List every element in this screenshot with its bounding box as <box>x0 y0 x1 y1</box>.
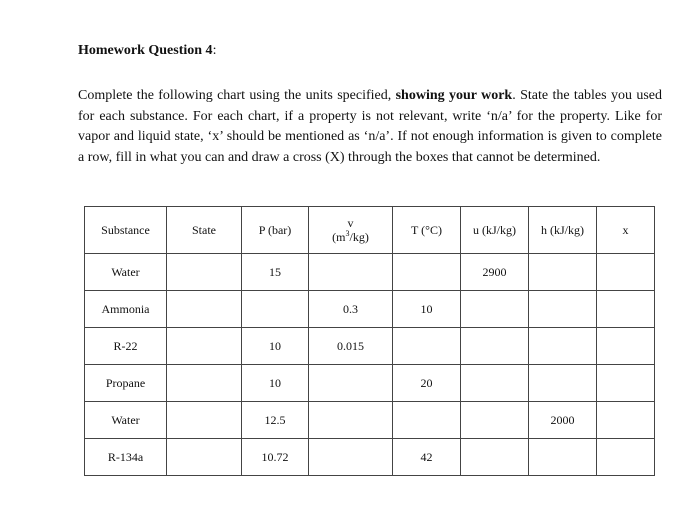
cell-pressure[interactable]: 10 <box>242 328 309 365</box>
cell-internal-energy[interactable]: 2900 <box>461 254 529 291</box>
cell-enthalpy[interactable] <box>529 365 597 402</box>
table-row <box>85 402 655 439</box>
cell-state[interactable] <box>167 328 242 365</box>
cell-internal-energy[interactable] <box>461 291 529 328</box>
instructions-text-start: Complete the following chart using the units specified, <box>78 88 396 103</box>
question-heading <box>78 43 216 59</box>
header-v-unit-post: /kg) <box>349 230 369 244</box>
header-enthalpy: h (kJ/kg) <box>529 207 597 254</box>
cell-pressure[interactable]: 12.5 <box>242 402 309 439</box>
cell-enthalpy[interactable] <box>529 254 597 291</box>
question-heading-bold: Homework Question 4 <box>78 43 213 58</box>
cell-pressure[interactable] <box>242 291 309 328</box>
cell-quality[interactable] <box>597 291 655 328</box>
cell-enthalpy[interactable]: 2000 <box>529 402 597 439</box>
instructions-paragraph <box>78 86 662 168</box>
header-v-symbol: v <box>347 216 354 230</box>
cell-temperature[interactable] <box>393 328 461 365</box>
cell-quality[interactable] <box>597 439 655 476</box>
cell-pressure[interactable]: 10.72 <box>242 439 309 476</box>
cell-enthalpy[interactable] <box>529 328 597 365</box>
header-v-unit-sup: 3 <box>345 229 350 238</box>
cell-internal-energy[interactable] <box>461 365 529 402</box>
instructions-bold-phrase: showing your work <box>395 88 513 103</box>
header-state: State <box>167 207 242 254</box>
cell-temperature[interactable]: 20 <box>393 365 461 402</box>
cell-state[interactable] <box>167 291 242 328</box>
cell-specific-volume[interactable] <box>309 402 393 439</box>
table-row <box>85 291 655 328</box>
table-header-row <box>85 207 655 254</box>
cell-quality[interactable] <box>597 402 655 439</box>
cell-pressure[interactable]: 15 <box>242 254 309 291</box>
header-specific-volume <box>309 207 393 254</box>
cell-state[interactable] <box>167 365 242 402</box>
table-row <box>85 439 655 476</box>
cell-substance[interactable]: Water <box>85 254 167 291</box>
cell-state[interactable] <box>167 439 242 476</box>
cell-pressure[interactable]: 10 <box>242 365 309 402</box>
cell-specific-volume[interactable] <box>309 439 393 476</box>
instructions-text-rest: . State the tables you used for each substance. For each chart, if a property is not relevant, write ‘n/a’ for the property. Like for vapor and liquid state, ‘x’ should be mentioned as ‘n/a’. If not enough information is given to complete a row, fill in what you can and draw a cross (X) through the boxes that cannot be determined. <box>78 88 662 165</box>
header-pressure: P (bar) <box>242 207 309 254</box>
header-v-unit-pre: (m <box>332 230 346 244</box>
cell-temperature[interactable] <box>393 402 461 439</box>
cell-quality[interactable] <box>597 254 655 291</box>
cell-specific-volume[interactable]: 0.015 <box>309 328 393 365</box>
property-table <box>84 206 655 476</box>
cell-state[interactable] <box>167 254 242 291</box>
table-row <box>85 365 655 402</box>
table-row <box>85 328 655 365</box>
cell-internal-energy[interactable] <box>461 439 529 476</box>
cell-specific-volume[interactable] <box>309 365 393 402</box>
cell-internal-energy[interactable] <box>461 402 529 439</box>
cell-specific-volume[interactable] <box>309 254 393 291</box>
cell-specific-volume[interactable]: 0.3 <box>309 291 393 328</box>
cell-temperature[interactable]: 10 <box>393 291 461 328</box>
cell-quality[interactable] <box>597 328 655 365</box>
header-internal-energy: u (kJ/kg) <box>461 207 529 254</box>
header-substance: Substance <box>85 207 167 254</box>
cell-substance[interactable]: Water <box>85 402 167 439</box>
header-quality: x <box>597 207 655 254</box>
cell-temperature[interactable]: 42 <box>393 439 461 476</box>
cell-quality[interactable] <box>597 365 655 402</box>
cell-substance[interactable]: R-22 <box>85 328 167 365</box>
cell-substance[interactable]: Ammonia <box>85 291 167 328</box>
cell-enthalpy[interactable] <box>529 439 597 476</box>
cell-state[interactable] <box>167 402 242 439</box>
cell-substance[interactable]: R-134a <box>85 439 167 476</box>
cell-internal-energy[interactable] <box>461 328 529 365</box>
header-temperature: T (°C) <box>393 207 461 254</box>
cell-enthalpy[interactable] <box>529 291 597 328</box>
cell-substance[interactable]: Propane <box>85 365 167 402</box>
table-row <box>85 254 655 291</box>
cell-temperature[interactable] <box>393 254 461 291</box>
question-heading-colon: : <box>212 43 217 58</box>
